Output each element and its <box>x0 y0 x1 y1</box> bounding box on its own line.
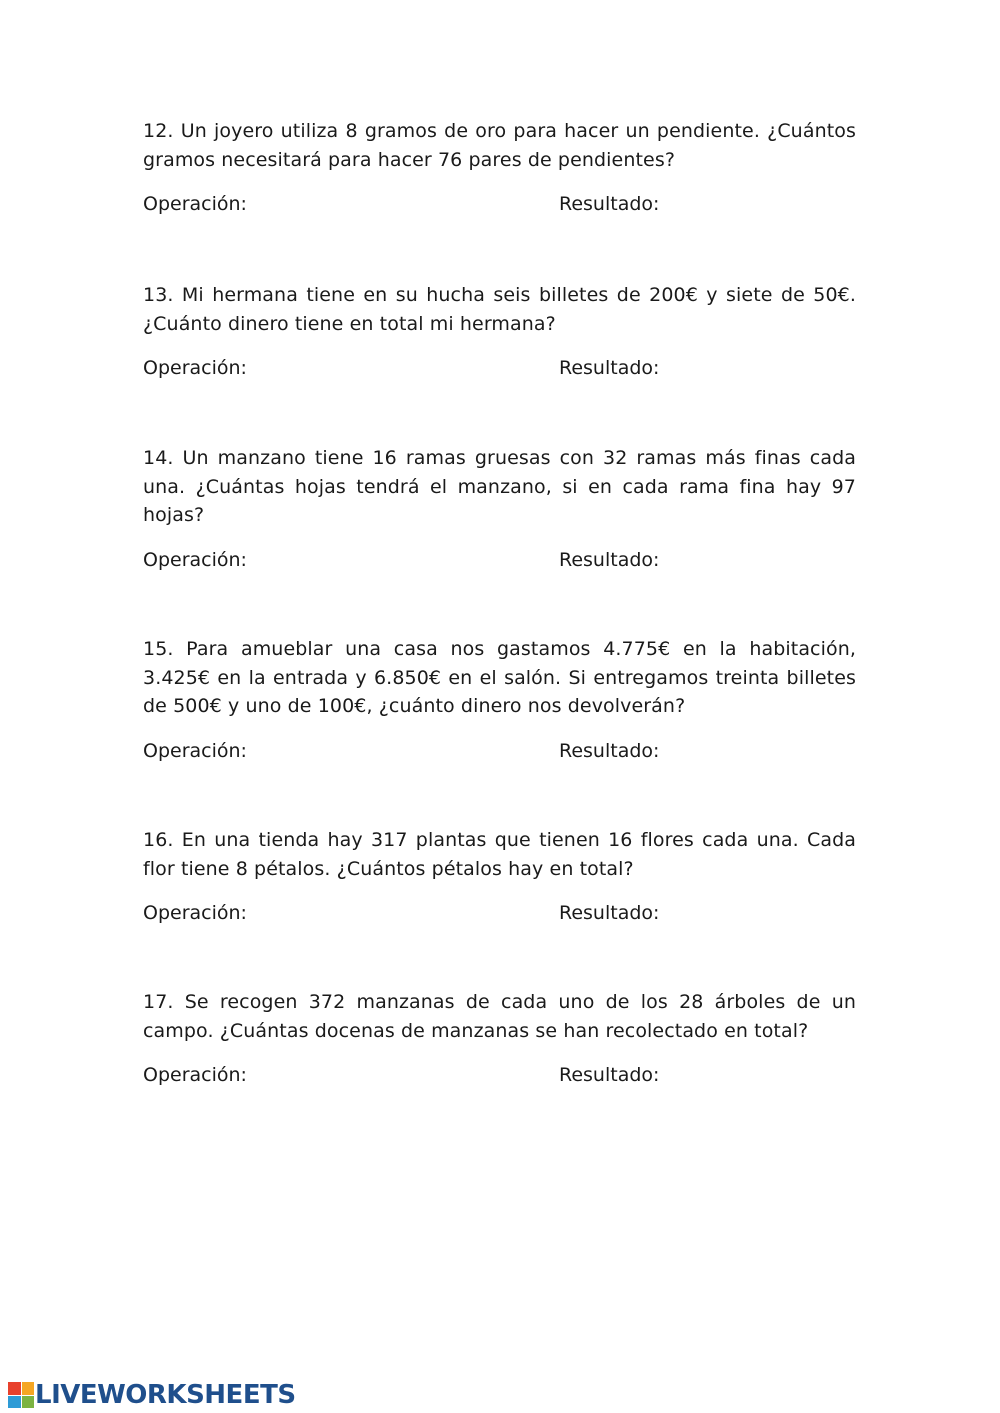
result-label: Resultado: <box>559 739 660 762</box>
problem-12 <box>143 117 856 218</box>
result-label: Resultado: <box>559 193 660 215</box>
logo-square-green <box>22 1396 35 1409</box>
result-label: Resultado: <box>559 357 660 379</box>
liveworksheets-logo[interactable] <box>8 1382 296 1408</box>
operation-label: Operación: <box>143 739 247 762</box>
answer-row <box>143 737 856 765</box>
problem-text: 15. Para amueblar una casa nos gastamos 4.775€ en la habitación, 3.425€ en la entrada y 6.850€ en el salón. Si entregamos treinta billetes de 500€ y uno de 100€, ¿cuánto dinero nos devolverán? <box>143 638 856 717</box>
logo-square-red <box>8 1382 21 1395</box>
result-label: Resultado: <box>559 902 660 924</box>
operation-label: Operación: <box>143 357 247 379</box>
answer-row <box>143 1061 856 1089</box>
logo-mark-icon <box>8 1382 34 1408</box>
answer-row <box>143 190 856 218</box>
problem-text: 13. Mi hermana tiene en su hucha seis billetes de 200€ y siete de 50€. ¿Cuánto dinero tiene en total mi hermana? <box>143 284 856 335</box>
logo-square-blue <box>8 1396 21 1409</box>
operation-label: Operación: <box>143 548 247 571</box>
operation-label: Operación: <box>143 1064 247 1086</box>
problem-14 <box>143 444 856 574</box>
logo-text: LIVEWORKSHEETS <box>35 1380 296 1410</box>
result-label: Resultado: <box>559 548 660 571</box>
answer-row <box>143 899 856 927</box>
problem-text: 14. Un manzano tiene 16 ramas gruesas con 32 ramas más finas cada una. ¿Cuántas hojas tendrá el manzano, si en cada rama fina hay 97 hojas? <box>143 447 856 526</box>
problem-13 <box>143 281 856 382</box>
problem-text: 17. Se recogen 372 manzanas de cada uno de los 28 árboles de un campo. ¿Cuántas docenas de manzanas se han recolectado en total? <box>143 991 856 1042</box>
operation-label: Operación: <box>143 902 247 924</box>
logo-square-orange <box>22 1382 35 1395</box>
answer-row <box>143 546 856 574</box>
problem-text: 16. En una tienda hay 317 plantas que tienen 16 flores cada una. Cada flor tiene 8 pétalos. ¿Cuántos pétalos hay en total? <box>143 829 856 880</box>
problem-17 <box>143 988 856 1089</box>
problem-text: 12. Un joyero utiliza 8 gramos de oro para hacer un pendiente. ¿Cuántos gramos necesitará para hacer 76 pares de pendientes? <box>143 120 856 171</box>
problem-15 <box>143 635 856 765</box>
operation-label: Operación: <box>143 193 247 215</box>
problem-16 <box>143 826 856 927</box>
result-label: Resultado: <box>559 1064 660 1086</box>
answer-row <box>143 354 856 382</box>
